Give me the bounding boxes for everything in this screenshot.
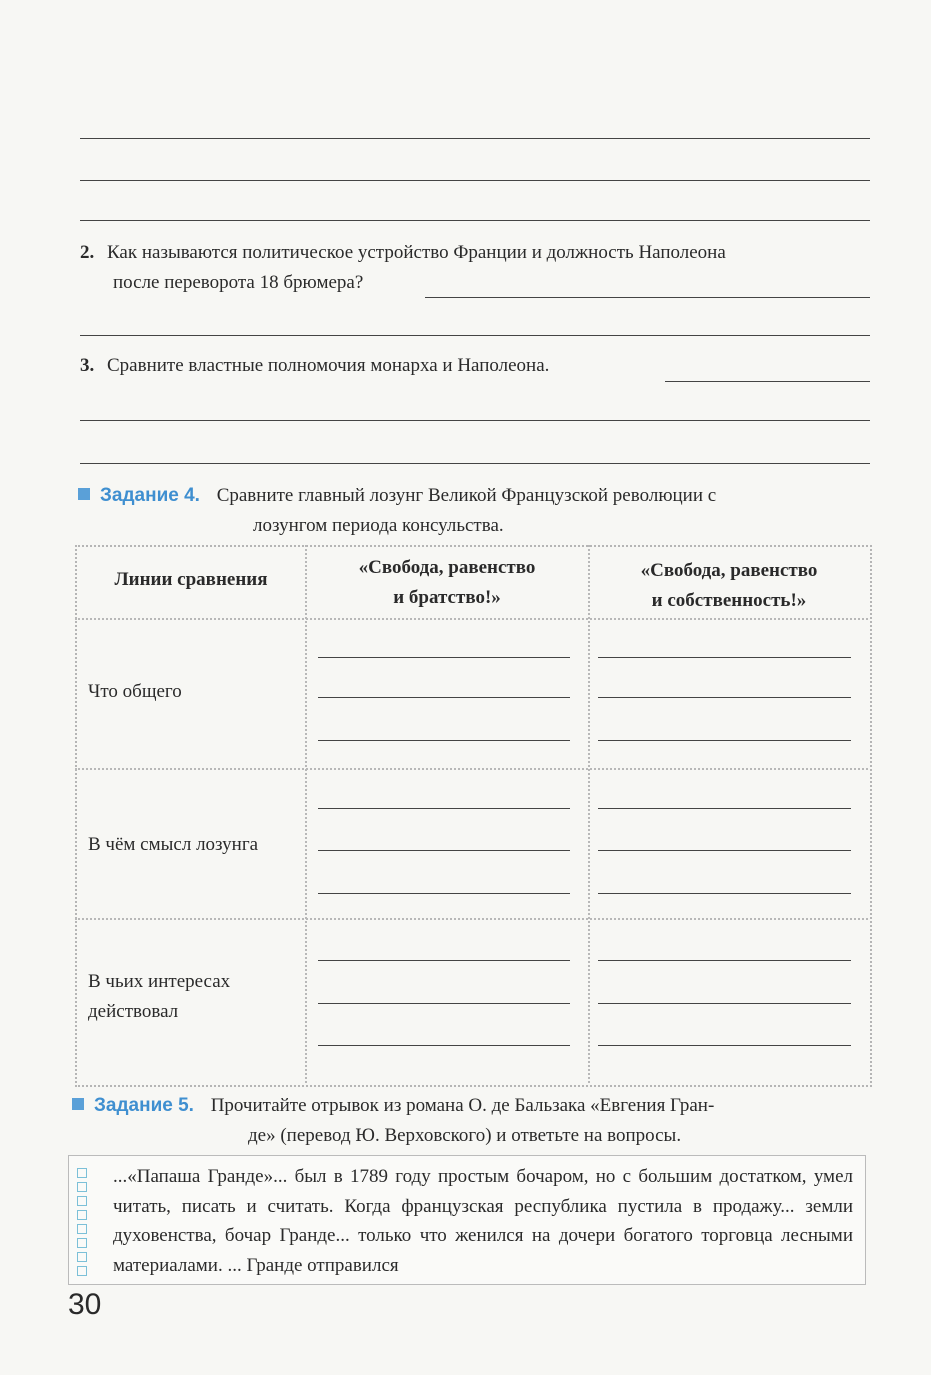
cell-answer-line[interactable] <box>598 657 851 658</box>
cell-answer-line[interactable] <box>598 893 851 894</box>
answer-line[interactable] <box>665 381 870 382</box>
decorative-squares-icon <box>77 1168 87 1280</box>
task-text: Сравните главный лозунг Великой Французской революции с <box>216 485 717 506</box>
cell-answer-line[interactable] <box>318 893 570 894</box>
task-text: Прочитайте отрывок из романа О. де Бальзака «Евгения Гран- <box>210 1095 715 1116</box>
cell-answer-line[interactable] <box>598 808 851 809</box>
cell-answer-line[interactable] <box>598 1003 851 1004</box>
cell-answer-line[interactable] <box>318 1003 570 1004</box>
cell-answer-line[interactable] <box>598 697 851 698</box>
answer-line[interactable] <box>80 335 870 336</box>
cell-answer-line[interactable] <box>598 1045 851 1046</box>
task4-heading <box>78 485 716 507</box>
cell-answer-line[interactable] <box>598 960 851 961</box>
table-header: «Свобода, равенство и братство!» <box>358 557 536 608</box>
answer-line[interactable] <box>80 463 870 464</box>
answer-line[interactable] <box>80 180 870 181</box>
question-text: Сравните властные полномочия монарха и Наполеона. <box>107 355 550 376</box>
cell-answer-line[interactable] <box>318 850 570 851</box>
table-header: Линии сравнения <box>114 569 268 590</box>
cell-answer-line[interactable] <box>598 850 851 851</box>
task-label: Задание 4. <box>100 485 200 506</box>
quote-box <box>68 1155 866 1285</box>
table-header: «Свобода, равенство и собственность!» <box>640 560 818 611</box>
task-text-cont: де» (перевод Ю. Верховского) и ответьте на вопросы. <box>248 1125 682 1146</box>
answer-line[interactable] <box>80 138 870 139</box>
question-text: Как называются политическое устройство Франции и должность Наполеона <box>107 242 726 263</box>
question-text-cont: после переворота 18 брюмера? <box>113 272 364 293</box>
answer-line[interactable] <box>425 297 870 298</box>
answer-line[interactable] <box>80 420 870 421</box>
cell-answer-line[interactable] <box>318 697 570 698</box>
bullet-square-icon <box>72 1098 84 1110</box>
page-number: 30 <box>68 1288 102 1321</box>
question-3 <box>80 355 549 377</box>
cell-answer-line[interactable] <box>318 808 570 809</box>
answer-line[interactable] <box>80 220 870 221</box>
cell-answer-line[interactable] <box>598 740 851 741</box>
cell-answer-line[interactable] <box>318 657 570 658</box>
question-number: 2. <box>80 242 95 263</box>
row-label: В чём смысл лозунга <box>88 834 259 855</box>
row-label: Что общего <box>88 681 182 702</box>
question-2 <box>80 242 726 264</box>
cell-answer-line[interactable] <box>318 740 570 741</box>
cell-answer-line[interactable] <box>318 1045 570 1046</box>
task5-heading <box>72 1095 714 1117</box>
task-label: Задание 5. <box>94 1095 194 1116</box>
bullet-square-icon <box>78 488 90 500</box>
question-number: 3. <box>80 355 95 376</box>
task-text-cont: лозунгом периода консульства. <box>253 515 504 536</box>
quote-text: ...«Папаша Гранде»... был в 1789 году простым бочаром, но с большим достатком, умел читать, писать и считать. Когда французская республика пустила в продажу... земли духовенства, бочар Гранде... только что женился на дочери богатого торговца лесными материалами. ... Гранде отправился <box>113 1166 853 1276</box>
cell-answer-line[interactable] <box>318 960 570 961</box>
row-label: В чьих интересах действовал <box>88 971 231 1022</box>
